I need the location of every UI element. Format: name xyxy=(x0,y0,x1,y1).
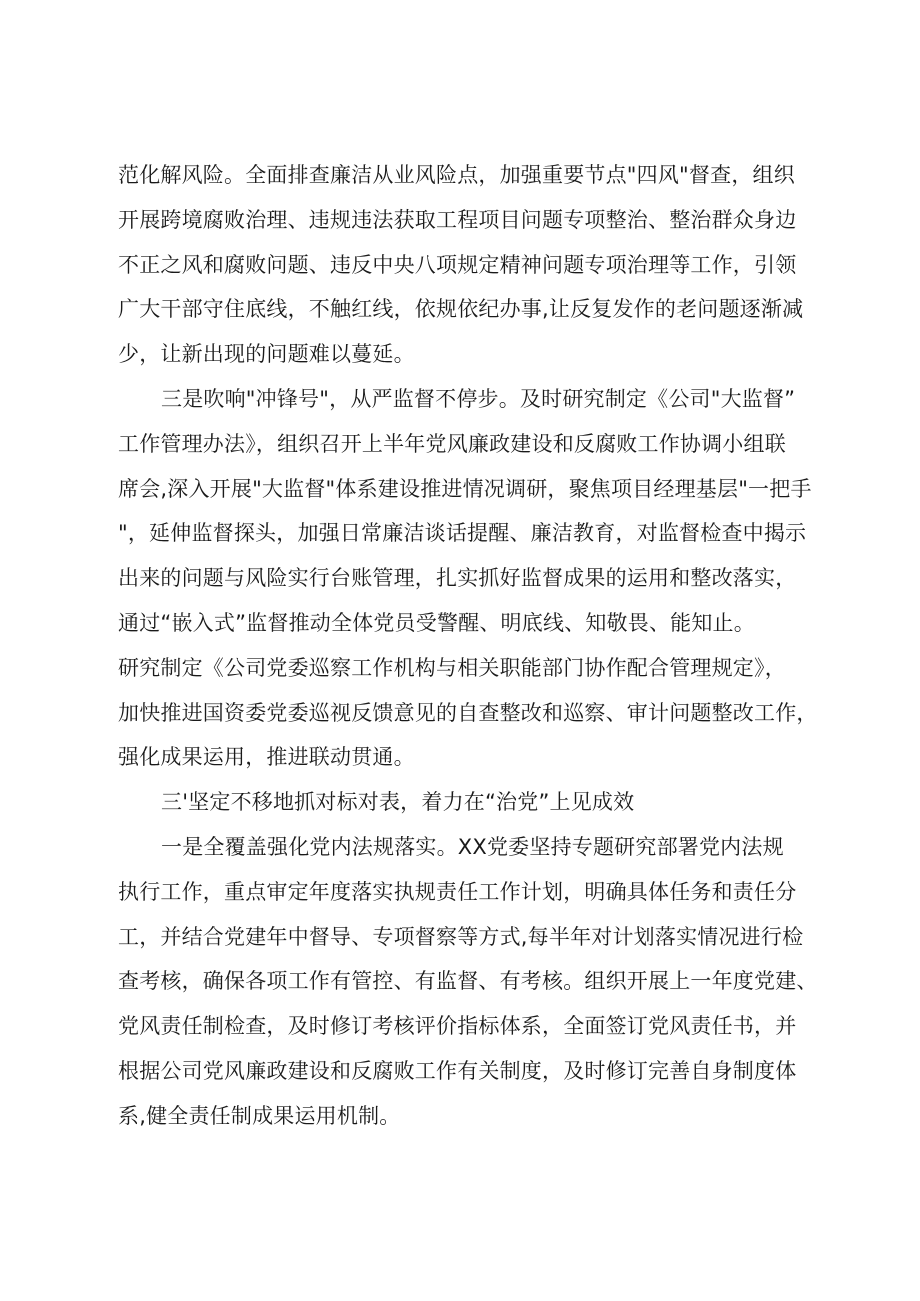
text-line: 工作管理办法》，组织召开上半年党风廉政建设和反腐败工作协调小组联 xyxy=(118,431,786,456)
section-heading: 三'坚定不移地抓对标对表，着力在“治党”上见成效 xyxy=(161,790,635,815)
paragraph-start-line: 一是全覆盖强化党内法规落实。XX党委坚持专题研究部署党内法规 xyxy=(161,834,784,859)
text-line: 强化成果运用，推进联动贯通。 xyxy=(118,745,415,770)
text-line: 开展跨境腐败治理、违规违法获取工程项目问题专项整治、整治群众身边 xyxy=(118,207,797,232)
document-body xyxy=(118,160,830,1146)
text-line: 不正之风和腐败问题、违反中央八项规定精神问题专项治理等工作，引领 xyxy=(118,252,797,277)
text-line: 加快推进国资委党委巡视反馈意见的自查整改和巡察、审计问题整改工作， xyxy=(118,700,818,725)
text-line: 范化解风险。全面排查廉洁从业风险点，加强重要节点"四风"督查，组织 xyxy=(118,163,795,187)
text-line: "，延伸监督探头，加强日常廉洁谈话提醒、廉洁教育，对监督检查中揭示 xyxy=(118,521,807,546)
text-line: 工，并结合党建年中督导、专项督察等方式,每半年对计划落实情况进行检 xyxy=(118,924,804,949)
text-line: 执行工作，重点审定年度落实执规责任工作计划，明确具体任务和责任分 xyxy=(118,879,797,904)
paragraph-start-line: 三是吹响"冲锋号"，从严监督不停步。及时研究制定《公司"大监督” xyxy=(161,386,796,411)
text-line: 根据公司党风廉政建设和反腐败工作有关制度，及时修订完善自身制度体 xyxy=(118,1058,797,1083)
text-line: 通过“嵌入式”监督推动全体党员受警醒、明底线、知敬畏、能知止。 xyxy=(118,610,755,635)
text-line: 研究制定《公司党委巡察工作机构与相关职能部门协作配合管理规定》， xyxy=(118,655,786,680)
text-line: 党风责任制检查，及时修订考核评价指标体系，全面签订党风责任书，并 xyxy=(118,1014,797,1039)
text-line: 系,健全责任制成果运用机制。 xyxy=(118,1103,401,1128)
text-line: 少，让新出现的问题难以蔓延。 xyxy=(118,342,415,367)
text-line: 广大干部守住底线，不触红线，依规依纪办事,让反复发作的老问题逐渐减 xyxy=(118,297,804,322)
text-line: 席会,深入开展"大监督"体系建设推进情况调研，聚焦项目经理基层"一把手 xyxy=(118,476,812,501)
text-line: 出来的问题与风险实行台账管理，扎实抓好监督成果的运用和整改落实， xyxy=(118,566,797,591)
text-line: 查考核，确保各项工作有管控、有监督、有考核。组织开展上一年度党建、 xyxy=(118,969,818,994)
